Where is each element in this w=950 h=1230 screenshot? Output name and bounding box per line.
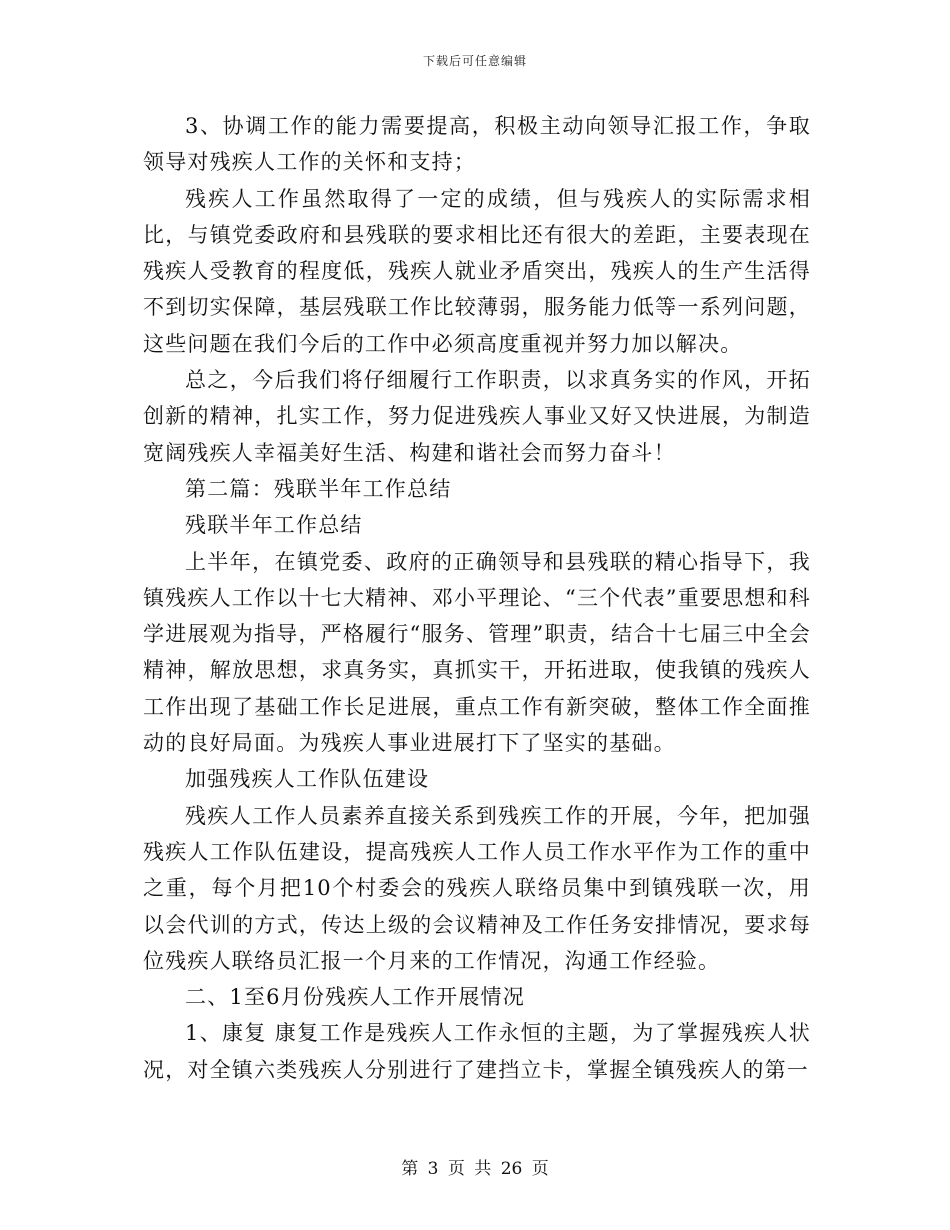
paragraph-rehabilitation: 1、康复 康复工作是残疾人工作永恒的主题，为了掌握残疾人状况，对全镇六类残疾人分别进行了建挡立卡，掌握全镇残疾人的第一 <box>143 1021 811 1082</box>
page-header: 下载后可任意编辑 <box>422 54 527 68</box>
section-heading-part-two: 第二篇：残联半年工作总结 <box>185 476 452 501</box>
document-body <box>143 108 811 1088</box>
section-heading-team-building: 加强残疾人工作队伍建设 <box>185 767 430 792</box>
paragraph-shortcomings: 残疾人工作虽然取得了一定的成绩，但与残疾人的实际需求相比，与镇党委政府和县残联的要求相比还有很大的差距，主要表现在残疾人受教育的程度低，残疾人就业矛盾突出，残疾人的生产生活得不到切实保障，基层残联工作比较薄弱，服务能力低等一系列问题，这些问题在我们今后的工作中必须高度重视并努力加以解决。 <box>143 186 811 356</box>
paragraph-first-half-overview: 上半年，在镇党委、政府的正确领导和县残联的精心指导下，我镇残疾人工作以十七大精神、邓小平理论、“三个代表”重要思想和科学进展观为指导，严格履行“服务、管理”职责，结合十七届三中全会精神，解放思想，求真务实，真抓实干，开拓进取，使我镇的残疾人工作出现了基础工作长足进展，重点工作有新突破，整体工作全面推动的良好局面。为残疾人事业进展打下了坚实的基础。 <box>143 549 811 756</box>
page-footer: 第 3 页 共 26 页 <box>401 1159 549 1179</box>
paragraph-conclusion: 总之，今后我们将仔细履行工作职责，以求真务实的作风，开拓创新的精神，扎实工作，努力促进残疾人事业又好又快进展，为制造宽阔残疾人幸福美好生活、构建和谐社会而努力奋斗！ <box>143 368 811 465</box>
section-heading-jan-jun: 二、1至6月份残疾人工作开展情况 <box>185 985 525 1010</box>
document-subtitle: 残联半年工作总结 <box>185 513 363 538</box>
paragraph-team-building: 残疾人工作人员素养直接关系到残疾工作的开展，今年，把加强残疾人工作队伍建设，提高残疾人工作人员工作水平作为工作的重中之重，每个月把10个村委会的残疾人联络员集中到镇残联一次，用以会代训的方式，传达上级的会议精神及工作任务安排情况，要求每位残疾人联络员汇报一个月来的工作情况，沟通工作经验。 <box>143 803 811 973</box>
paragraph-coordination: 3、协调工作的能力需要提高，积极主动向领导汇报工作，争取领导对残疾人工作的关怀和支持； <box>143 114 811 175</box>
